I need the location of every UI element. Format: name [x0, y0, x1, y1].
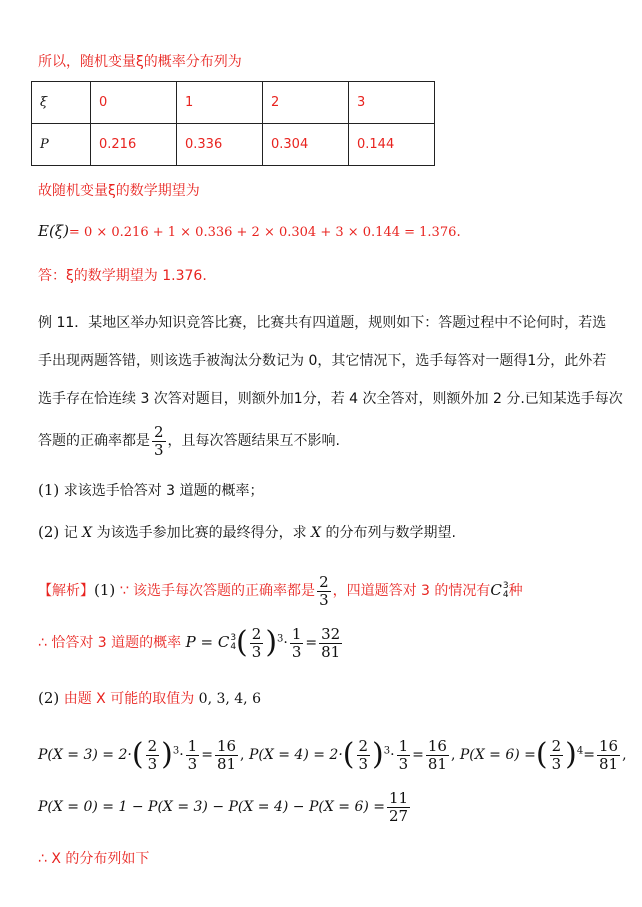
- paren-open: (: [342, 737, 355, 772]
- table-cell: 1: [177, 82, 263, 124]
- question-2: [38, 522, 456, 542]
- table-cell: 0.304: [263, 124, 349, 166]
- distribution-intro: ∴ X 的分布列如下: [38, 851, 150, 867]
- question-1: [38, 480, 264, 500]
- exponent: 3: [172, 745, 180, 757]
- fraction-two-thirds: $\frac{2}{3}$: [154, 423, 164, 459]
- solution-1-pre: ∵ 该选手每次答题的正确率都是: [119, 583, 316, 599]
- question-1-text: 求该选手恰答对 3 道题的概率；: [63, 483, 264, 499]
- fraction-one-third: $\frac{1}{3}$: [187, 737, 198, 773]
- paren-close: ): [372, 737, 384, 772]
- probability-three-pre: ∴ 恰答对 3 道题的概率: [38, 635, 182, 651]
- question-2-text-b: 为该选手参加比赛的最终得分，求: [96, 525, 307, 541]
- row-header-p: P: [32, 124, 91, 166]
- combination-indices: 3 4: [230, 633, 237, 652]
- solution-2-number: (2): [38, 689, 60, 707]
- solution-2-values: 0, 3, 4, 6: [198, 691, 261, 707]
- question-2-number: (2): [38, 523, 60, 541]
- solution-part-1: [38, 574, 523, 608]
- solution-2-text: 由题 X 可能的取值为: [63, 691, 195, 707]
- table-row: [32, 82, 435, 124]
- fraction-two-thirds: $\frac{2}{3}$: [358, 737, 369, 773]
- table-cell: 0.336: [177, 124, 263, 166]
- px4-label: P(X = 4) = 2·: [248, 747, 343, 763]
- fraction-result: $\frac{16}{81}$: [599, 737, 619, 773]
- fraction-two-thirds: $\frac{2}{3}$: [251, 625, 262, 661]
- fraction-result: $\frac{16}{81}$: [216, 737, 237, 773]
- question-2-var: X: [82, 525, 93, 541]
- solution-1-mid: ，四道题答对 3 的情况有: [332, 583, 491, 599]
- fraction-result: $\frac{11}{27}$: [389, 789, 409, 825]
- expectation-formula: [38, 222, 461, 240]
- answer-line: 答：ξ的数学期望为 1.376.: [38, 268, 207, 284]
- combination-indices: 3 4: [502, 581, 509, 600]
- example-line-3: 选手存在恰连续 3 次答对题目，则额外加1分，若 4 次全答对，则额外加 2 分.已知某选手每次: [38, 391, 623, 407]
- solution-part-2: [38, 688, 261, 708]
- probability-eq: P = C: [185, 633, 230, 651]
- exponent: 3: [383, 745, 391, 757]
- example-line-4-pre: 答题的正确率都是: [38, 433, 150, 449]
- fraction-one-third: $\frac{1}{3}$: [291, 625, 302, 661]
- px6-label: P(X = 6) =: [459, 747, 536, 763]
- table-cell: 0.216: [91, 124, 177, 166]
- paren-close: ): [265, 625, 278, 660]
- question-2-text-a: 记: [63, 525, 78, 541]
- table-row: [32, 124, 435, 166]
- table-cell: 0: [91, 82, 177, 124]
- fraction-result: $\frac{32}{81}$: [321, 625, 341, 661]
- solution-tag: 【解析】: [38, 583, 94, 599]
- distribution-table: [31, 81, 435, 166]
- fraction-two-thirds: $\frac{2}{3}$: [147, 737, 158, 773]
- expectation-rhs: = 0 × 0.216 + 1 × 0.336 + 2 × 0.304 + 3 × 0.144 = 1.376: [68, 225, 457, 240]
- example-line-1: 例 11．某地区举办知识竞答比赛，比赛共有四道题，规则如下：答题过程中不论何时，若选: [38, 315, 607, 331]
- table-cell: 3: [349, 82, 435, 124]
- probability-three-correct: ∴ 恰答对 3 道题的概率 P = C 3 4 ( $\frac{2}{3}$ )$^3$· $\frac{1}{3}$ = $\frac{32}{81}$: [38, 625, 341, 661]
- probability-zero-line: [38, 790, 412, 824]
- row-header-xi: ξ: [32, 82, 91, 124]
- question-2-text-c: 的分布列与数学期望.: [325, 525, 456, 541]
- expectation-period: .: [456, 224, 461, 240]
- exponent: 3: [277, 633, 284, 645]
- example-line-4-post: ，且每次答题结果互不影响.: [167, 433, 340, 449]
- question-1-number: (1): [38, 481, 60, 499]
- expectation-lhs: E(ξ): [38, 222, 69, 240]
- question-2-var-2: X: [311, 525, 321, 541]
- exponent: 4: [576, 745, 584, 757]
- fraction-one-third: $\frac{1}{3}$: [398, 737, 409, 773]
- example-line-2: 手出现两题答错，则该选手被淘汰分数记为 0，其它情况下，选手每答对一题得1分，此外若: [38, 353, 607, 369]
- intro-line: 所以，随机变量ξ的概率分布列为: [38, 54, 242, 70]
- paren-open: (: [236, 625, 248, 660]
- fraction-two-thirds: $\frac{2}{3}$: [319, 573, 329, 609]
- fraction-two-thirds: $\frac{2}{3}$: [551, 737, 562, 773]
- paren-open: (: [131, 737, 144, 772]
- table-cell: 2: [263, 82, 349, 124]
- example-line-4: [38, 424, 340, 458]
- paren-open: (: [535, 737, 548, 772]
- table-cell: 0.144: [349, 124, 435, 166]
- px0-label: P(X = 0) = 1 − P(X = 3) − P(X = 4) − P(X = 6) =: [38, 799, 386, 815]
- fraction-result: $\frac{16}{81}$: [427, 737, 447, 773]
- paren-close: ): [161, 737, 173, 772]
- expectation-intro: 故随机变量ξ的数学期望为: [38, 183, 200, 199]
- solution-1-post: 种: [508, 583, 523, 599]
- paren-close: ): [565, 737, 577, 772]
- probability-line: P(X = 3) = 2·( $\frac{2}{3}$ )$^3$· $\frac{1}{3}$ = $\frac{16}{81}$ , P(X = 4) = 2·( $\frac{2}{3}$ )$^3$· $\frac{1}{3}$ = $\frac{16}{81}$ , P(X = 6) =( $\frac{2}{3}$ )$^4$= $\frac{16}{81}$ ,: [38, 737, 627, 773]
- solution-1-number: (1): [94, 581, 116, 599]
- combination-symbol: C: [490, 581, 502, 599]
- px3-label: P(X = 3) = 2·: [38, 747, 132, 763]
